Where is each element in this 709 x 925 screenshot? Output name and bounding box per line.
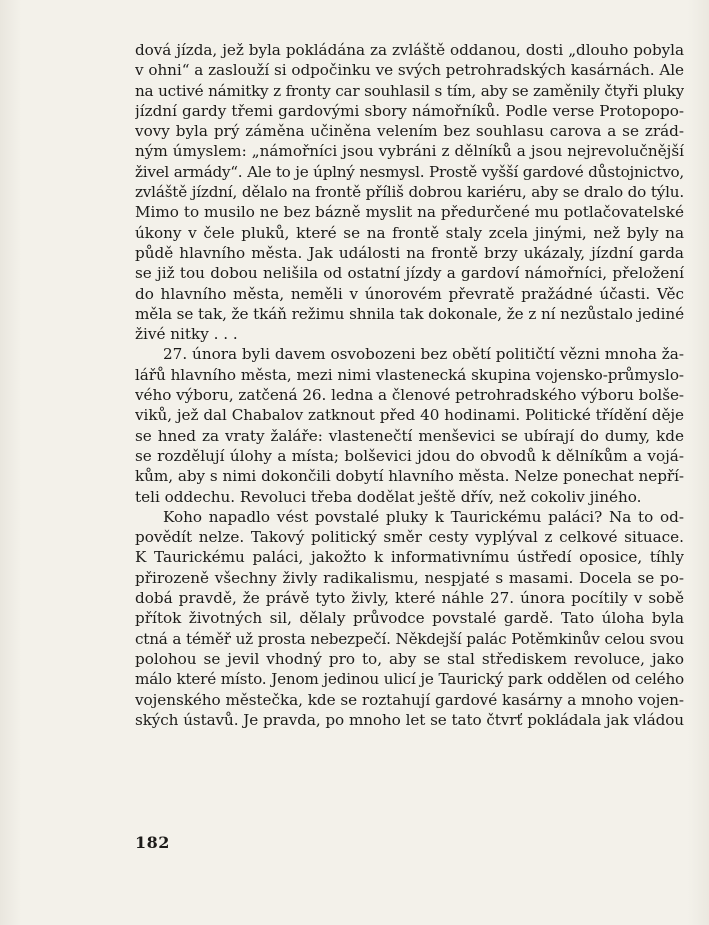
page-number: 182: [135, 833, 170, 852]
text-line: vovy byla prý záměna učiněna velením bez souhlasu carova a se zrád-: [135, 122, 684, 141]
paragraph-3: [135, 507, 684, 730]
text-line: do hlavního města, neměli v únorovém převratě pražádné účasti. Věc: [135, 284, 684, 303]
text-line: vojenského městečka, kde se roztahují gardové kasárny a mnoho vojen-: [135, 690, 684, 709]
text-line: kům, aby s nimi dokončili dobytí hlavního města. Nelze ponechat nepří-: [135, 467, 684, 486]
text-line: 27. února byli davem osvobozeni bez obětí političtí vězni mnoha ža-: [163, 345, 684, 364]
paragraph-2: [135, 344, 684, 506]
text-line: se rozdělují úlohy a místa; bolševici jdou do obvodů k dělníkům a vojá-: [135, 446, 684, 465]
text-line: zvláště jízdní, dělalo na frontě příliš dobrou kariéru, aby se dralo do týlu.: [135, 183, 684, 202]
text-line: K Taurickému paláci, jakožto k informativnímu ústředí oposice, tíhly: [135, 548, 684, 567]
text-line: Koho napadlo vést povstalé pluky k Taurickému paláci? Na to od-: [163, 507, 684, 526]
text-line: se již tou dobou nelišila od ostatní jízdy a gardoví námořníci, přeložení: [135, 264, 684, 283]
text-line: přirozeně všechny živly radikalismu, nespjaté s masami. Docela se po-: [135, 568, 684, 587]
text-line: Mimo to musilo ne bez bázně myslit na předurčené mu potlačovatelské: [135, 203, 684, 222]
text-line: ným úmyslem: „námořníci jsou vybráni z dělníků a jsou nejrevolučnější: [135, 142, 684, 161]
text-line: živé nitky . . .: [135, 325, 238, 344]
text-line: polohou se jevil vhodný pro to, aby se stal střediskem revoluce, jako: [135, 649, 684, 668]
text-line: živel armády“. Ale to je úplný nesmysl. Prostě vyšší gardové důstojnictvo,: [135, 162, 684, 181]
text-line: ctná a téměř už prosta nebezpečí. Někdejší palác Potěmkinův celou svou: [135, 629, 684, 648]
text-line: viků, jež dal Chabalov zatknout před 40 hodinami. Politické třídění děje: [135, 406, 684, 425]
text-line: ských ústavů. Je pravda, po mnoho let se tato čtvrť pokládala jak vládou: [135, 710, 684, 729]
text-line: teli oddechu. Revoluci třeba dodělat ještě dřív, než cokoliv jiného.: [135, 487, 642, 506]
text-line: přítok životných sil, dělaly průvodce povstalé gardě. Tato úloha byla: [135, 609, 684, 628]
text-line: měla se tak, že tkáň režimu shnila tak dokonale, že z ní nezůstalo jediné: [135, 304, 684, 323]
text-line: málo které místo. Jenom jedinou ulicí je Taurický park oddělen od celého: [135, 670, 684, 689]
text-line: v ohni“ a zaslouží si odpočinku ve svých petrohradských kasárnách. Ale: [135, 61, 684, 80]
text-line: dová jízda, jež byla pokládána za zvláště oddanou, dosti „dlouho pobyla: [135, 41, 684, 59]
text-line: lářů hlavního města, mezi nimi vlastenecká skupina vojensko-průmyslo-: [135, 365, 684, 384]
text-line: se hned za vraty žaláře: vlastenečtí menševici se ubírají do dumy, kde: [135, 426, 684, 445]
paragraph-1: [135, 40, 684, 344]
text-line: půdě hlavního města. Jak události na frontě brzy ukázaly, jízdní garda: [135, 243, 684, 262]
text-line: úkony v čele pluků, které se na frontě staly zcela jinými, než byly na: [135, 223, 684, 242]
text-line: povědít nelze. Takový politický směr cesty vyplýval z celkové situace.: [135, 528, 684, 547]
body-text: [135, 40, 684, 730]
text-line: dobá pravdě, že právě tyto živly, které náhle 27. února pocítily v sobě: [135, 589, 684, 608]
text-line: vého výboru, zatčená 26. ledna a členové petrohradského výboru bolše-: [135, 386, 684, 405]
text-line: jízdní gardy třemi gardovými sbory námořníků. Podle verse Protopopo-: [135, 101, 684, 120]
text-line: na uctivé námitky z fronty car souhlasil s tím, aby se zaměnily čtyři pluky: [135, 81, 684, 100]
